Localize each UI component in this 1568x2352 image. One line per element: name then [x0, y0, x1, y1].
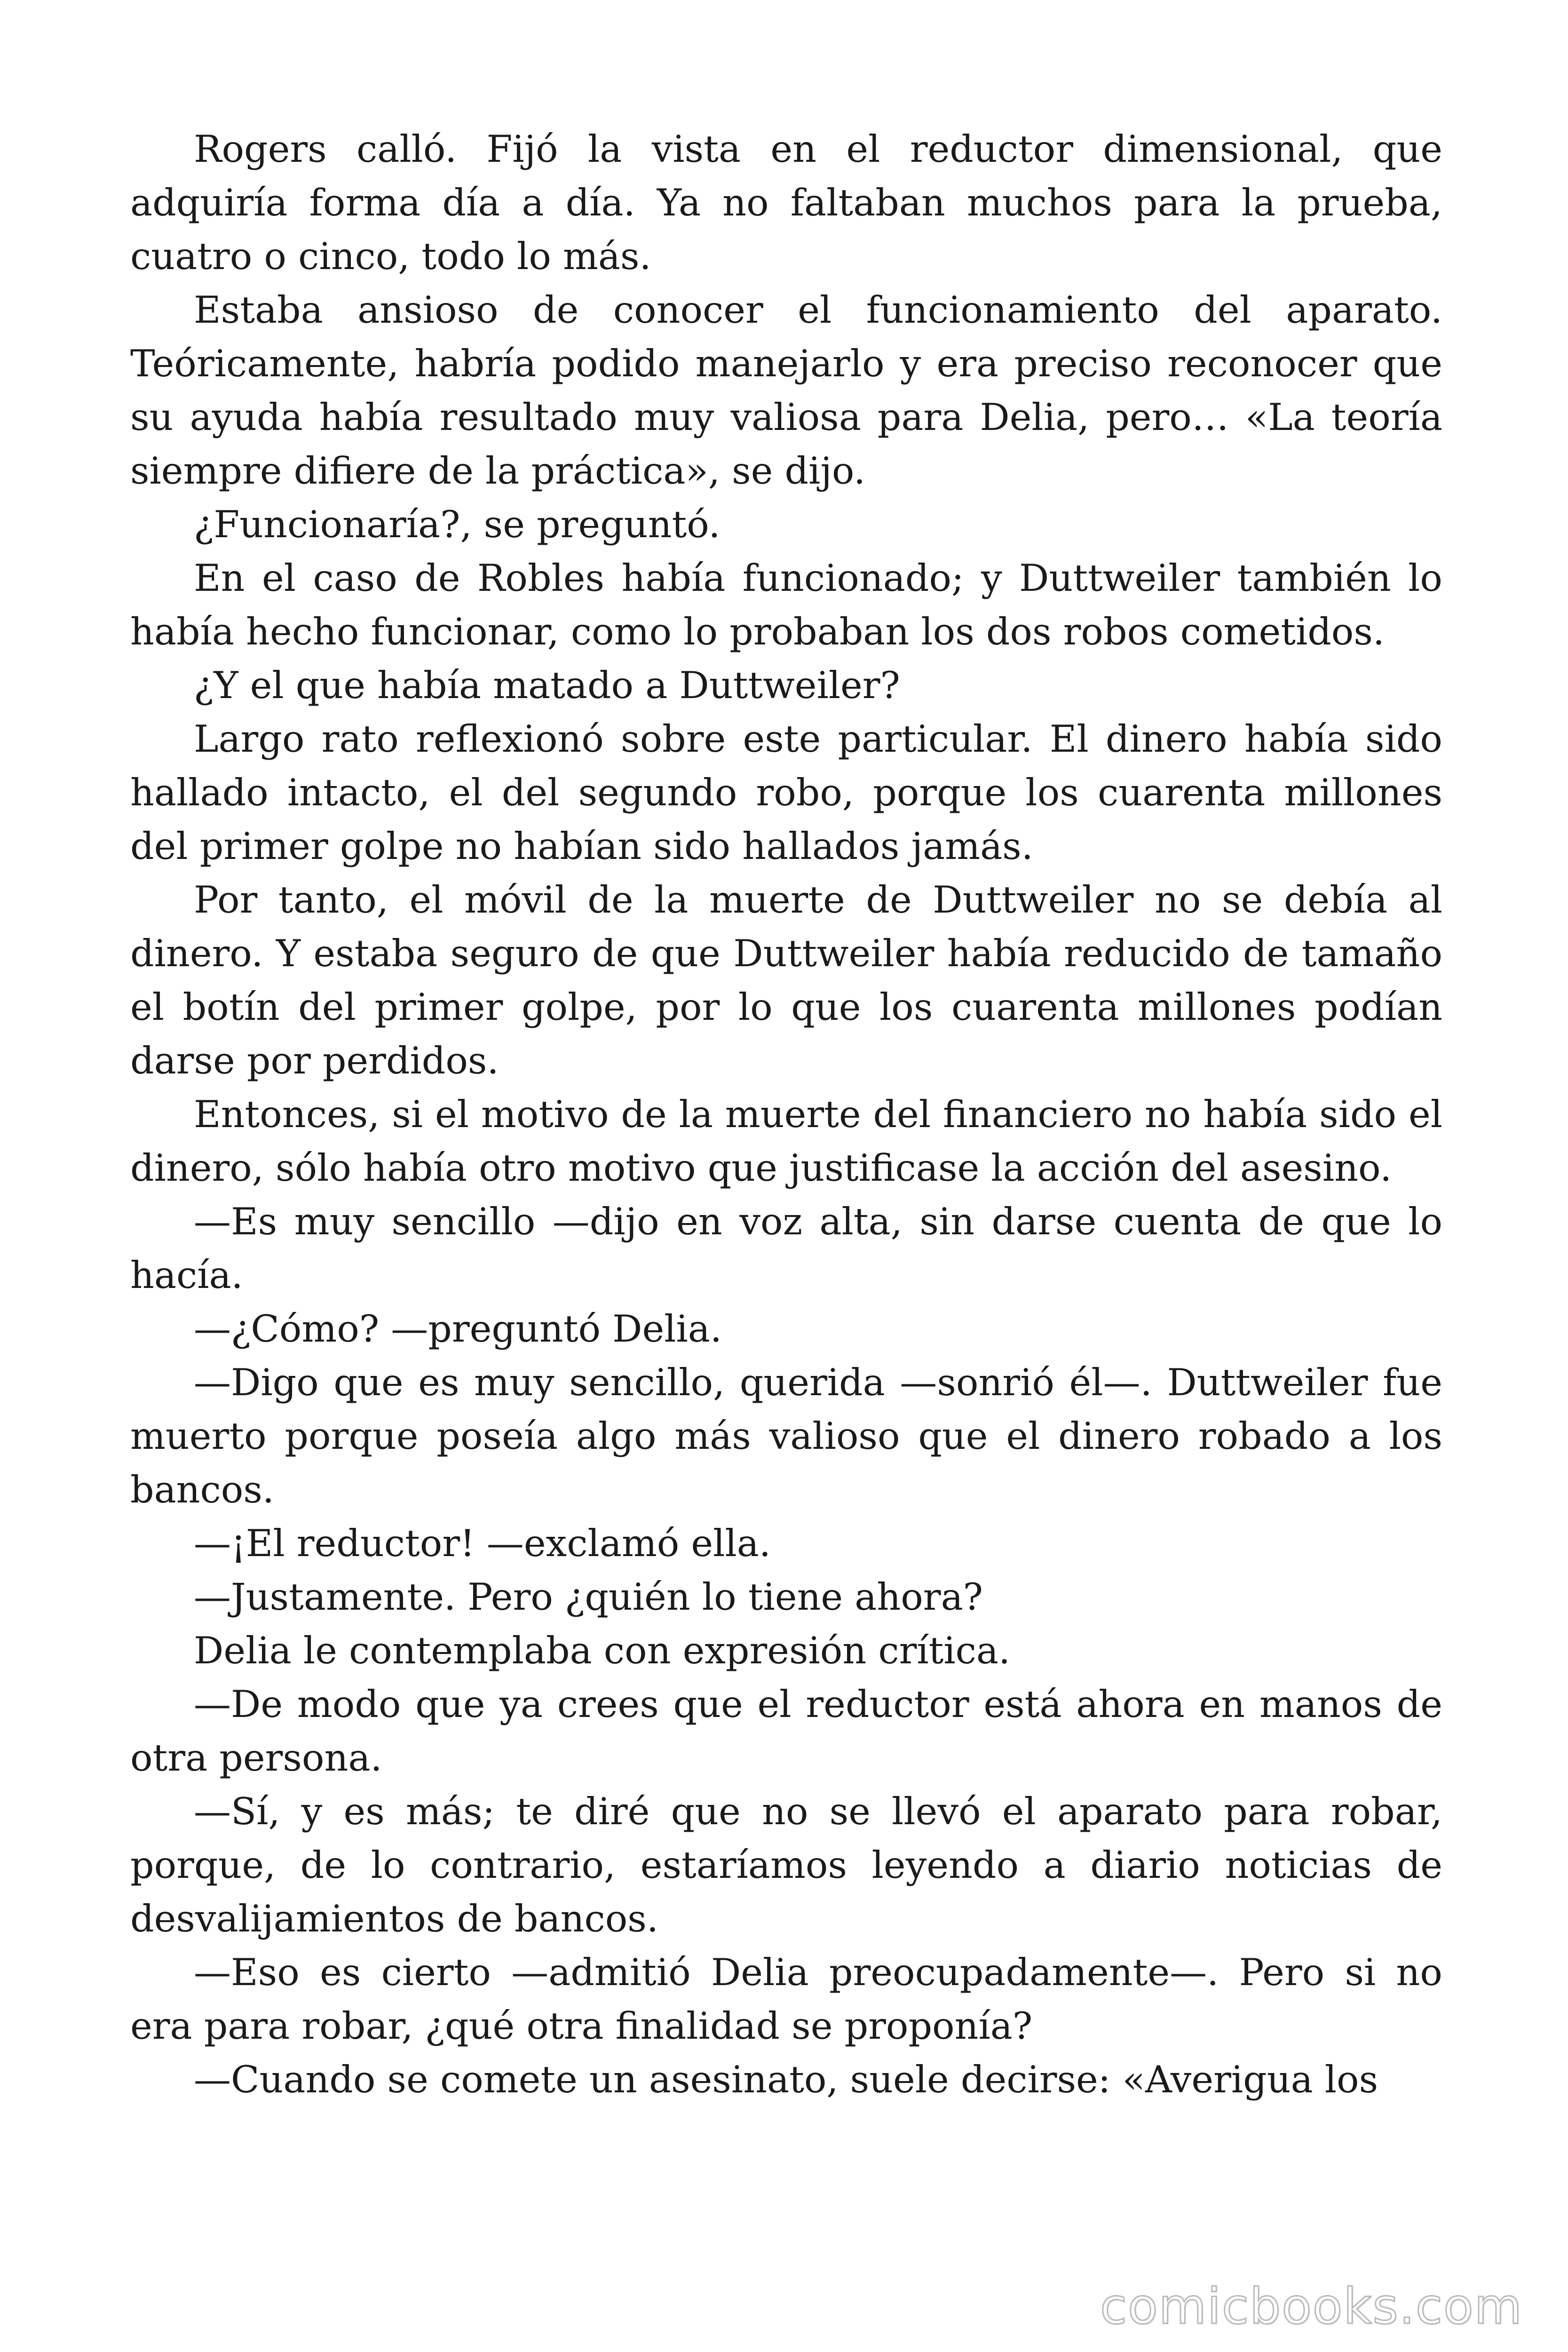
paragraph: Delia le contemplaba con expresión crítica.: [194, 1629, 1011, 1672]
paragraph: Rogers calló. Fijó la vista en el reductor dimensional, que adquiría forma día a día. Ya no faltaban muchos para la prueba, cuatro o cinco, todo lo más.: [130, 127, 1442, 278]
watermark: comicbooks.com: [1100, 2278, 1523, 2335]
body-text: [130, 122, 1442, 2106]
paragraph: —De modo que ya crees que el reductor está ahora en manos de otra persona.: [130, 1683, 1442, 1780]
paragraph: —¡El reductor! —exclamó ella.: [194, 1522, 771, 1565]
paragraph: —Digo que es muy sencillo, querida —sonrió él—. Duttweiler fue muerto porque poseía algo más valioso que el dinero robado a los bancos.: [130, 1361, 1442, 1511]
paragraph: Por tanto, el móvil de la muerte de Duttweiler no se debía al dinero. Y estaba seguro de que Duttweiler había reducido de tamaño el botín del primer golpe, por lo que los cuarenta millones podían darse por perdidos.: [130, 878, 1442, 1082]
paragraph: En el caso de Robles había funcionado; y Duttweiler también lo había hecho funcionar, como lo probaban los dos robos cometidos.: [130, 556, 1442, 653]
paragraph: —Es muy sencillo —dijo en voz alta, sin darse cuenta de que lo hacía.: [130, 1200, 1442, 1297]
paragraph: ¿Y el que había matado a Duttweiler?: [194, 664, 900, 707]
paragraph: —Sí, y es más; te diré que no se llevó el aparato para robar, porque, de lo contrario, estaríamos leyendo a diario noticias de desvalijamientos de bancos.: [130, 1790, 1442, 1940]
paragraph: Estaba ansioso de conocer el funcionamiento del aparato. Teóricamente, habría podido manejarlo y era preciso reconocer que su ayuda había resultado muy valiosa para Delia, pero… «La teoría siempre difiere de la práctica», se dijo.: [130, 288, 1442, 493]
paragraph: Entonces, si el motivo de la muerte del financiero no había sido el dinero, sólo había otro motivo que justificase la acción del asesino.: [130, 1093, 1442, 1190]
paragraph: —¿Cómo? —preguntó Delia.: [194, 1307, 722, 1351]
paragraph: —Justamente. Pero ¿quién lo tiene ahora?: [194, 1575, 983, 1619]
paragraph: Largo rato reflexionó sobre este particular. El dinero había sido hallado intacto, el del segundo robo, porque los cuarenta millones del primer golpe no habían sido hallados jamás.: [130, 717, 1442, 868]
paragraph: —Cuando se comete un asesinato, suele decirse: «Averigua los: [194, 2058, 1378, 2101]
paragraph: —Eso es cierto —admitió Delia preocupadamente—. Pero si no era para robar, ¿qué otra finalidad se proponía?: [130, 1951, 1442, 2048]
paragraph: ¿Funcionaría?, se preguntó.: [194, 503, 721, 546]
